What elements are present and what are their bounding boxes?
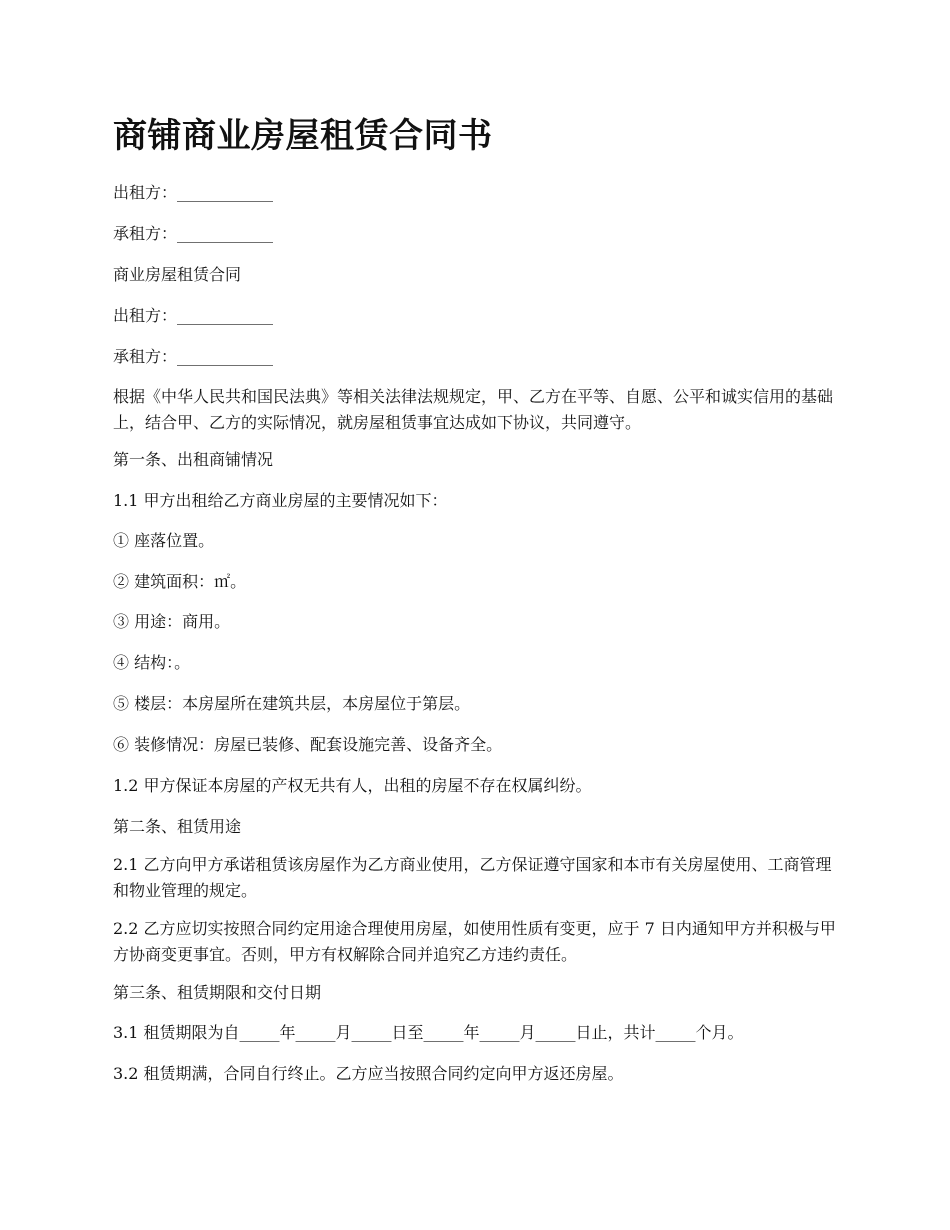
- item-area: ② 建筑面积：㎡。: [113, 572, 247, 591]
- item-structure: ④ 结构：。: [113, 653, 191, 672]
- item-usage: ③ 用途：商用。: [113, 612, 231, 631]
- lessee-line: 承租方：____________: [113, 224, 274, 243]
- clause-2-2: 2.2 乙方应切实按照合同约定用途合理使用房屋，如使用性质有变更，应于 7 日内通知甲方并积极与甲方协商变更事宜。否则，甲方有权解除合同并追究乙方违约责任。: [113, 919, 836, 964]
- lessor-line: 出租方：____________: [113, 183, 274, 202]
- article-3-heading: 第三条、租赁期限和交付日期: [113, 983, 322, 1002]
- item-location: ① 座落位置。: [113, 531, 215, 550]
- clause-3-2: 3.2 租赁期满，合同自行终止。乙方应当按照合同约定向甲方返还房屋。: [113, 1064, 624, 1083]
- lessee-line-2: 承租方：____________: [113, 347, 274, 366]
- article-1-heading: 第一条、出租商铺情况: [113, 450, 274, 469]
- document-title: 商铺商业房屋租赁合同书: [113, 116, 493, 156]
- item-floor: ⑤ 楼层：本房屋所在建筑共层，本房屋位于第层。: [113, 694, 471, 713]
- lessor-line-2: 出租方：____________: [113, 306, 274, 325]
- clause-1-2: 1.2 甲方保证本房屋的产权无共有人，出租的房屋不存在权属纠纷。: [113, 776, 592, 795]
- clause-1-1: 1.1 甲方出租给乙方商业房屋的主要情况如下：: [113, 491, 448, 510]
- item-decoration: ⑥ 装修情况：房屋已装修、配套设施完善、设备齐全。: [113, 735, 503, 754]
- preamble-paragraph: 根据《中华人民共和国民法典》等相关法律法规规定，甲、乙方在平等、自愿、公平和诚实信用的基础上，结合甲、乙方的实际情况，就房屋租赁事宜达成如下协议，共同遵守。: [113, 387, 834, 432]
- clause-3-1: 3.1 租赁期限为自_____年_____月_____日至_____年_____月_____日止，共计_____个月。: [113, 1023, 744, 1042]
- clause-2-1: 2.1 乙方向甲方承诺租赁该房屋作为乙方商业使用，乙方保证遵守国家和本市有关房屋使用、工商管理和物业管理的规定。: [113, 855, 832, 900]
- article-2-heading: 第二条、租赁用途: [113, 817, 242, 836]
- subtitle: 商业房屋租赁合同: [113, 265, 242, 284]
